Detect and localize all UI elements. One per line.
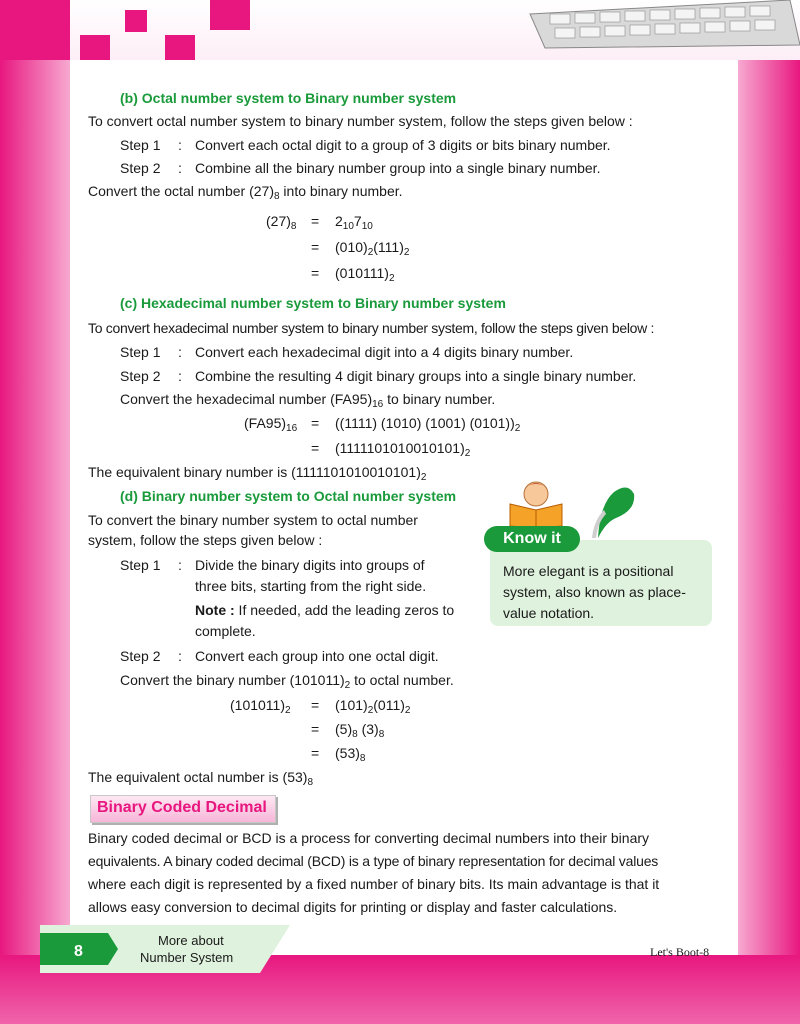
chapter-title: Number System	[140, 950, 234, 965]
colon: :	[178, 648, 182, 664]
bcd-paragraph-line: Binary coded decimal or BCD is a process for converting decimal numbers into their binary	[88, 830, 650, 846]
know-it-text: system, also known as place-	[503, 584, 686, 600]
note-text: complete.	[195, 623, 256, 639]
example-text: Convert the hexadecimal number $(FA95)_{16}$ to binary number.	[120, 391, 496, 410]
equation-rhs: $(5)_8$ $(3)_8$	[335, 721, 385, 740]
equation-rhs: $2_{10}7_{10}$	[335, 213, 373, 232]
step-label: Step 1	[120, 344, 161, 360]
step-label: Step 2	[120, 648, 161, 664]
right-margin-gradient	[738, 60, 800, 955]
bcd-paragraph-line: equivalents. A binary coded decimal (BCD) is a type of binary representation for decimal values	[88, 853, 659, 869]
section-b-intro: To convert octal number system to binary number system, follow the steps given below :	[88, 113, 633, 129]
equals-sign: =	[311, 721, 320, 737]
green-leaf-icon	[588, 484, 638, 540]
colon: :	[178, 344, 182, 360]
equals-sign: =	[311, 440, 320, 456]
result-text: The equivalent binary number is $(1111101010010101)_2$	[88, 464, 427, 483]
step-text: Divide the binary digits into groups of	[195, 557, 425, 573]
equals-sign: =	[311, 265, 320, 281]
equation-rhs: $(1111101010010101)_2$	[335, 440, 471, 459]
step-text: Combine the resulting 4 digit binary groups into a single binary number.	[195, 368, 637, 384]
step-text: Convert each hexadecimal digit into a 4 digits binary number.	[195, 344, 574, 360]
equals-sign: =	[311, 745, 320, 761]
bcd-heading: Binary Coded Decimal	[97, 799, 267, 816]
equals-sign: =	[311, 415, 320, 431]
bcd-paragraph-line: where each digit is represented by a fixed number of binary bits. Its main advantage is that it	[88, 876, 660, 892]
note-text: Note : If needed, add the leading zeros to	[195, 602, 455, 618]
section-d-heading: (d) Binary number system to Octal number system	[120, 488, 457, 504]
book-title: Let's Boot-8	[650, 945, 710, 959]
know-it-text: value notation.	[503, 605, 595, 621]
equation-rhs: ((1111) (1010) (1001) $(0101))_2$	[335, 415, 521, 434]
equation-rhs: $(101)_2(011)_2$	[335, 697, 411, 716]
keyboard-illustration	[520, 0, 800, 62]
step-text: Convert each group into one octal digit.	[195, 648, 439, 664]
section-d-intro: To convert the binary number system to octal number	[88, 512, 418, 528]
example-text: Convert the octal number $(27)_8$ into binary number.	[88, 183, 403, 202]
equals-sign: =	[311, 239, 320, 255]
equation-lhs: $(101011)_2$	[230, 697, 291, 716]
equals-sign: =	[311, 213, 320, 229]
reading-child-icon	[506, 478, 566, 528]
section-c-intro: To convert hexadecimal number system to binary number system, follow the steps given below :	[88, 320, 655, 336]
section-c-heading: (c) Hexadecimal number system to Binary number system	[120, 295, 506, 311]
step-text: Convert each octal digit to a group of 3 digits or bits binary number.	[195, 137, 611, 153]
result-text: The equivalent octal number is $(53)_8$	[88, 769, 314, 788]
deco-square	[210, 0, 250, 30]
equation-rhs: $(010)_2(111)_2$	[335, 239, 410, 258]
equation-rhs: $(010111)_2$	[335, 265, 395, 284]
bcd-heading-box	[90, 795, 276, 823]
colon: :	[178, 368, 182, 384]
step-text: three bits, starting from the right side.	[195, 578, 427, 594]
step-label: Step 2	[120, 368, 161, 384]
page-number: 8	[74, 943, 83, 960]
step-label: Step 2	[120, 160, 161, 176]
know-it-text: More elegant is a positional	[503, 563, 674, 579]
colon: :	[178, 160, 182, 176]
deco-square	[125, 10, 147, 32]
left-margin-gradient	[0, 60, 70, 955]
chapter-title: More about	[158, 933, 224, 948]
deco-square	[0, 0, 70, 62]
equation-lhs: $(27)_8$	[266, 213, 297, 232]
colon: :	[178, 557, 182, 573]
equation-lhs: $(FA95)_{16}$	[244, 415, 298, 434]
step-label: Step 1	[120, 557, 161, 573]
bcd-paragraph-line: allows easy conversion to decimal digits for printing or display and faster calculations.	[88, 899, 618, 915]
step-label: Step 1	[120, 137, 161, 153]
step-text: Combine all the binary number group into a single binary number.	[195, 160, 601, 176]
section-b-heading: (b) Octal number system to Binary number system	[120, 90, 457, 106]
equals-sign: =	[311, 697, 320, 713]
know-it-tab: Know it	[484, 526, 580, 552]
colon: :	[178, 137, 182, 153]
section-d-intro: system, follow the steps given below :	[88, 532, 323, 548]
equation-rhs: $(53)_8$	[335, 745, 366, 764]
example-text: Convert the binary number $(101011)_2$ to octal number.	[120, 672, 454, 691]
